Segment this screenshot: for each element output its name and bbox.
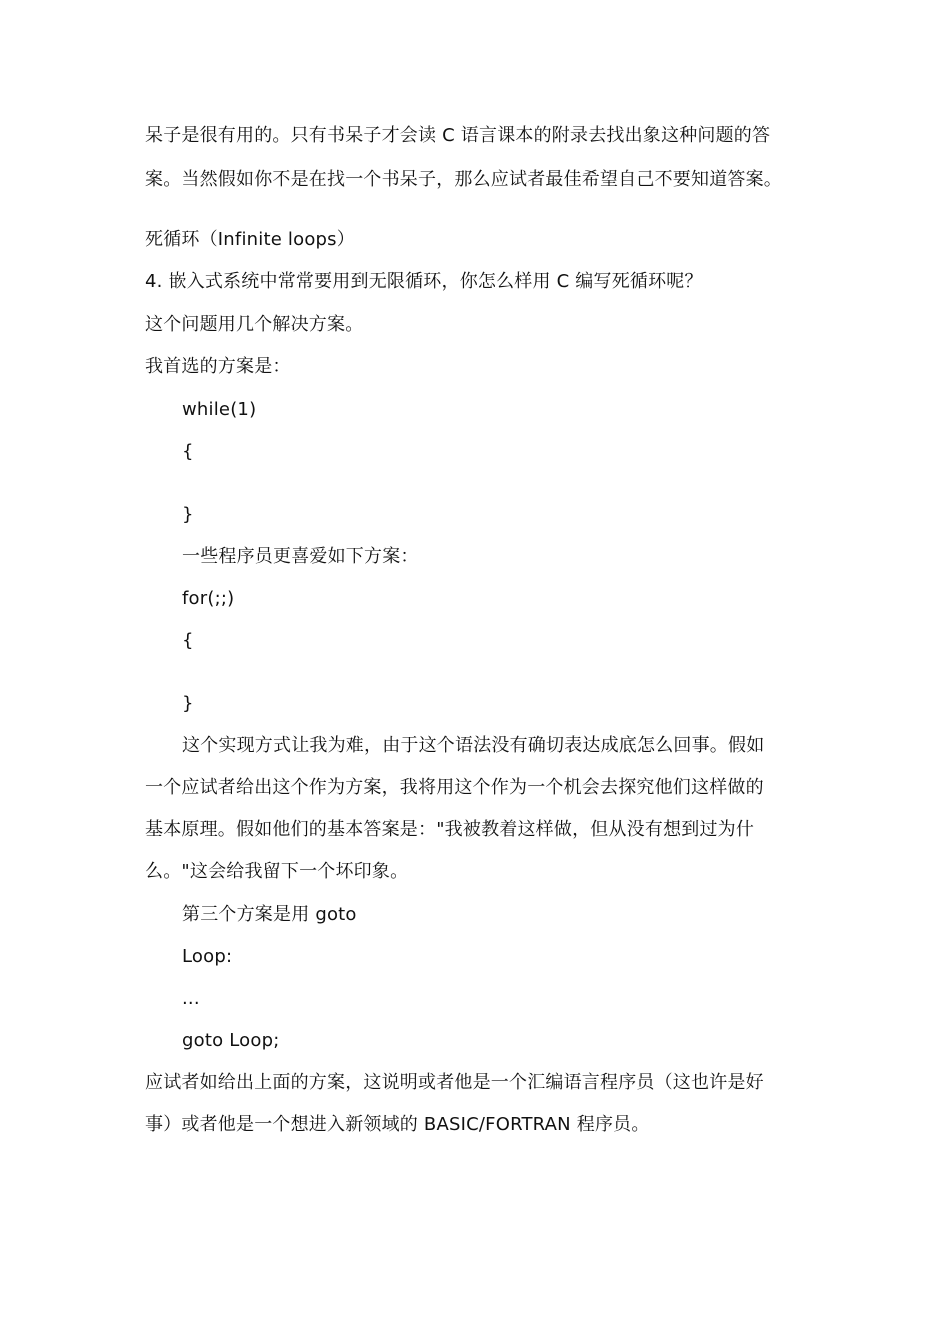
code-line: } [182,693,194,714]
paragraph-line: 案。当然假如你不是在找一个书呆子，那么应试者最佳希望自己不要知道答案。 [145,169,782,190]
paragraph-line: 事）或者他是一个想进入新领域的 BASIC/FORTRAN 程序员。 [145,1114,650,1135]
code-line: for(;;) [182,588,235,609]
code-line: { [182,441,194,462]
paragraph-line: 这个实现方式让我为难，由于这个语法没有确切表达成底怎么回事。假如 [182,735,765,756]
paragraph-line: 呆子是很有用的。只有书呆子才会读 C 语言课本的附录去找出象这种问题的答 [145,125,771,146]
code-line: } [182,504,194,525]
question-text: 4. 嵌入式系统中常常要用到无限循环，你怎么样用 C 编写死循环呢？ [145,271,703,292]
paragraph-line: 这个问题用几个解决方案。 [145,314,364,335]
paragraph-line: 应试者如给出上面的方案，这说明或者他是一个汇编语言程序员（这也许是好 [145,1072,764,1093]
code-line: { [182,630,194,651]
paragraph-line: 第三个方案是用 goto [182,904,357,925]
paragraph-line: 我首选的方案是： [145,356,291,377]
code-line: goto Loop; [182,1030,280,1051]
section-heading: 死循环（Infinite loops） [145,229,355,250]
code-line: while(1) [182,399,257,420]
code-line: ... [182,988,200,1009]
paragraph-line: 一些程序员更喜爱如下方案： [182,546,419,567]
paragraph-line: 么。"这会给我留下一个坏印象。 [145,861,409,882]
paragraph-line: 基本原理。假如他们的基本答案是："我被教着这样做，但从没有想到过为什 [145,819,755,840]
code-line: Loop: [182,946,233,967]
paragraph-line: 一个应试者给出这个作为方案，我将用这个作为一个机会去探究他们这样做的 [145,777,764,798]
